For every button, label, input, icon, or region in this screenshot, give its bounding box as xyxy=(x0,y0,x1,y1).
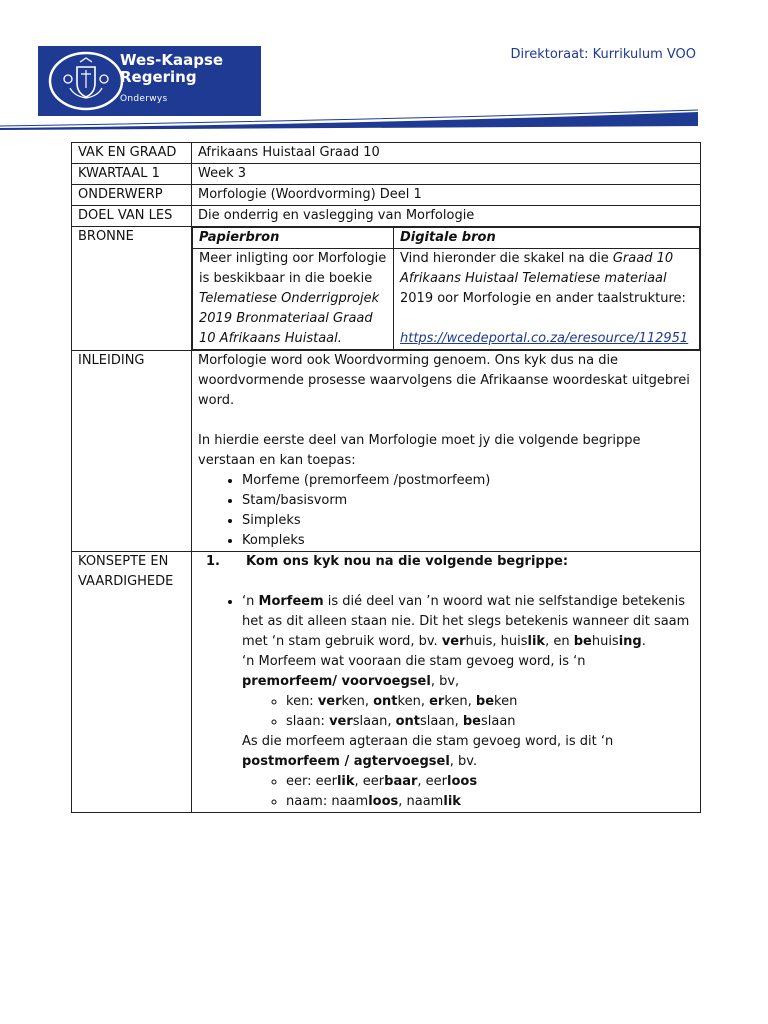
row-topic xyxy=(72,185,701,206)
intro-paragraph-2: In hierdie eerste deel van Morfologie moet jy die volgende begrippe verstaan en kan toepas: xyxy=(198,433,641,468)
paper-source-heading: Papierbron xyxy=(193,228,394,249)
logo-title: Wes-Kaapse Regering xyxy=(120,51,224,86)
topic-label: ONDERWERP xyxy=(72,185,192,206)
topic-value: Morfologie (Woordvorming) Deel 1 xyxy=(192,185,701,206)
term-label: KWARTAAL 1 xyxy=(72,164,192,185)
resources-label: BRONNE xyxy=(72,227,192,351)
intro-paragraph-1: Morfologie word ook Woordvorming genoem. Ons kyk dus na die woordvormende prosesse waarvolgens die Afrikaanse woordeskat uitgebrei word. xyxy=(198,353,690,408)
concepts-label: KONSEPTE EN VAARDIGHEDE xyxy=(72,552,192,813)
lesson-table xyxy=(71,142,701,813)
eresource-link[interactable]: https://wcedeportal.co.za/eresource/112951 xyxy=(400,331,689,346)
subject-value: Afrikaans Huistaal Graad 10 xyxy=(192,143,701,164)
aim-value: Die onderrig en vaslegging van Morfologie xyxy=(192,206,701,227)
term-value: Week 3 xyxy=(192,164,701,185)
header-swoosh xyxy=(0,108,768,130)
list-item: ◦ naam: naamloos, naamlik xyxy=(286,792,694,812)
row-subject xyxy=(72,143,701,164)
morpheme-list xyxy=(198,592,694,812)
row-concepts xyxy=(72,552,701,813)
list-item: ◦ ken: verken, ontken, erken, beken xyxy=(286,692,694,712)
wcg-logo xyxy=(38,46,261,116)
row-resources xyxy=(72,227,701,351)
resources-table xyxy=(192,227,700,350)
aim-label: DOEL VAN LES xyxy=(72,206,192,227)
list-item: • Stam/basisvorm xyxy=(242,491,694,511)
directorate-label: Direktoraat: Kurrikulum VOO xyxy=(510,47,696,62)
digital-source-text: Vind hieronder die skakel na die Graad 10 Afrikaans Huistaal Telematiese materiaal 2019 oor Morfologie en ander taalstrukture: https://wcedeportal.co.za/eresource/112951 xyxy=(394,249,700,350)
list-item: • Simpleks xyxy=(242,511,694,531)
row-term xyxy=(72,164,701,185)
concept-list xyxy=(198,471,694,551)
list-item: • Morfeme (premorfeem /postmorfeem) xyxy=(242,471,694,491)
row-aim xyxy=(72,206,701,227)
intro-label: INLEIDING xyxy=(72,351,192,552)
resources-cell xyxy=(192,227,701,351)
list-item: • Kompleks xyxy=(242,531,694,551)
list-item: • ‘n Morfeem is dié deel van ’n woord wat nie selfstandige betekenis het as dit alleen staan nie. Dit het slegs betekenis wanneer dit saam met ‘n stam gebruik word, bv. verhuis, huislik, en behuising. ‘n Morfeem wat vooraan die stam gevoeg word, is ‘n premorfeem/ voorvoegsel, bv, ◦ ken: verken, ontken, erken, beken ◦ slaan: verslaan, ontslaan, beslaan As die morfeem agteraan die stam gevoeg word, is dit ‘n postmorfeem / agtervoegsel, bv. ◦ eer: eerlik, eerbaar, eerloos ◦ naam: naamloos, naamlik xyxy=(242,592,694,812)
subject-label: VAK EN GRAAD xyxy=(72,143,192,164)
row-intro xyxy=(72,351,701,552)
digital-source-heading: Digitale bron xyxy=(394,228,700,249)
logo-subtitle: Onderwys xyxy=(120,94,168,104)
paper-source-text: Meer inligting oor Morfologie is beskikbaar in die boekie Telematiese Onderrigprojek 2019 Bronmateriaal Graad 10 Afrikaans Huistaal. xyxy=(193,249,394,350)
list-item: ◦ eer: eerlik, eerbaar, eerloos xyxy=(286,772,694,792)
concepts-cell xyxy=(192,552,701,813)
intro-cell xyxy=(192,351,701,552)
page-header xyxy=(0,0,768,130)
concepts-heading: 1. Kom ons kyk nou na die volgende begrippe: xyxy=(206,554,569,569)
list-item: ◦ slaan: verslaan, ontslaan, beslaan xyxy=(286,712,694,732)
coat-of-arms-icon xyxy=(46,50,126,112)
